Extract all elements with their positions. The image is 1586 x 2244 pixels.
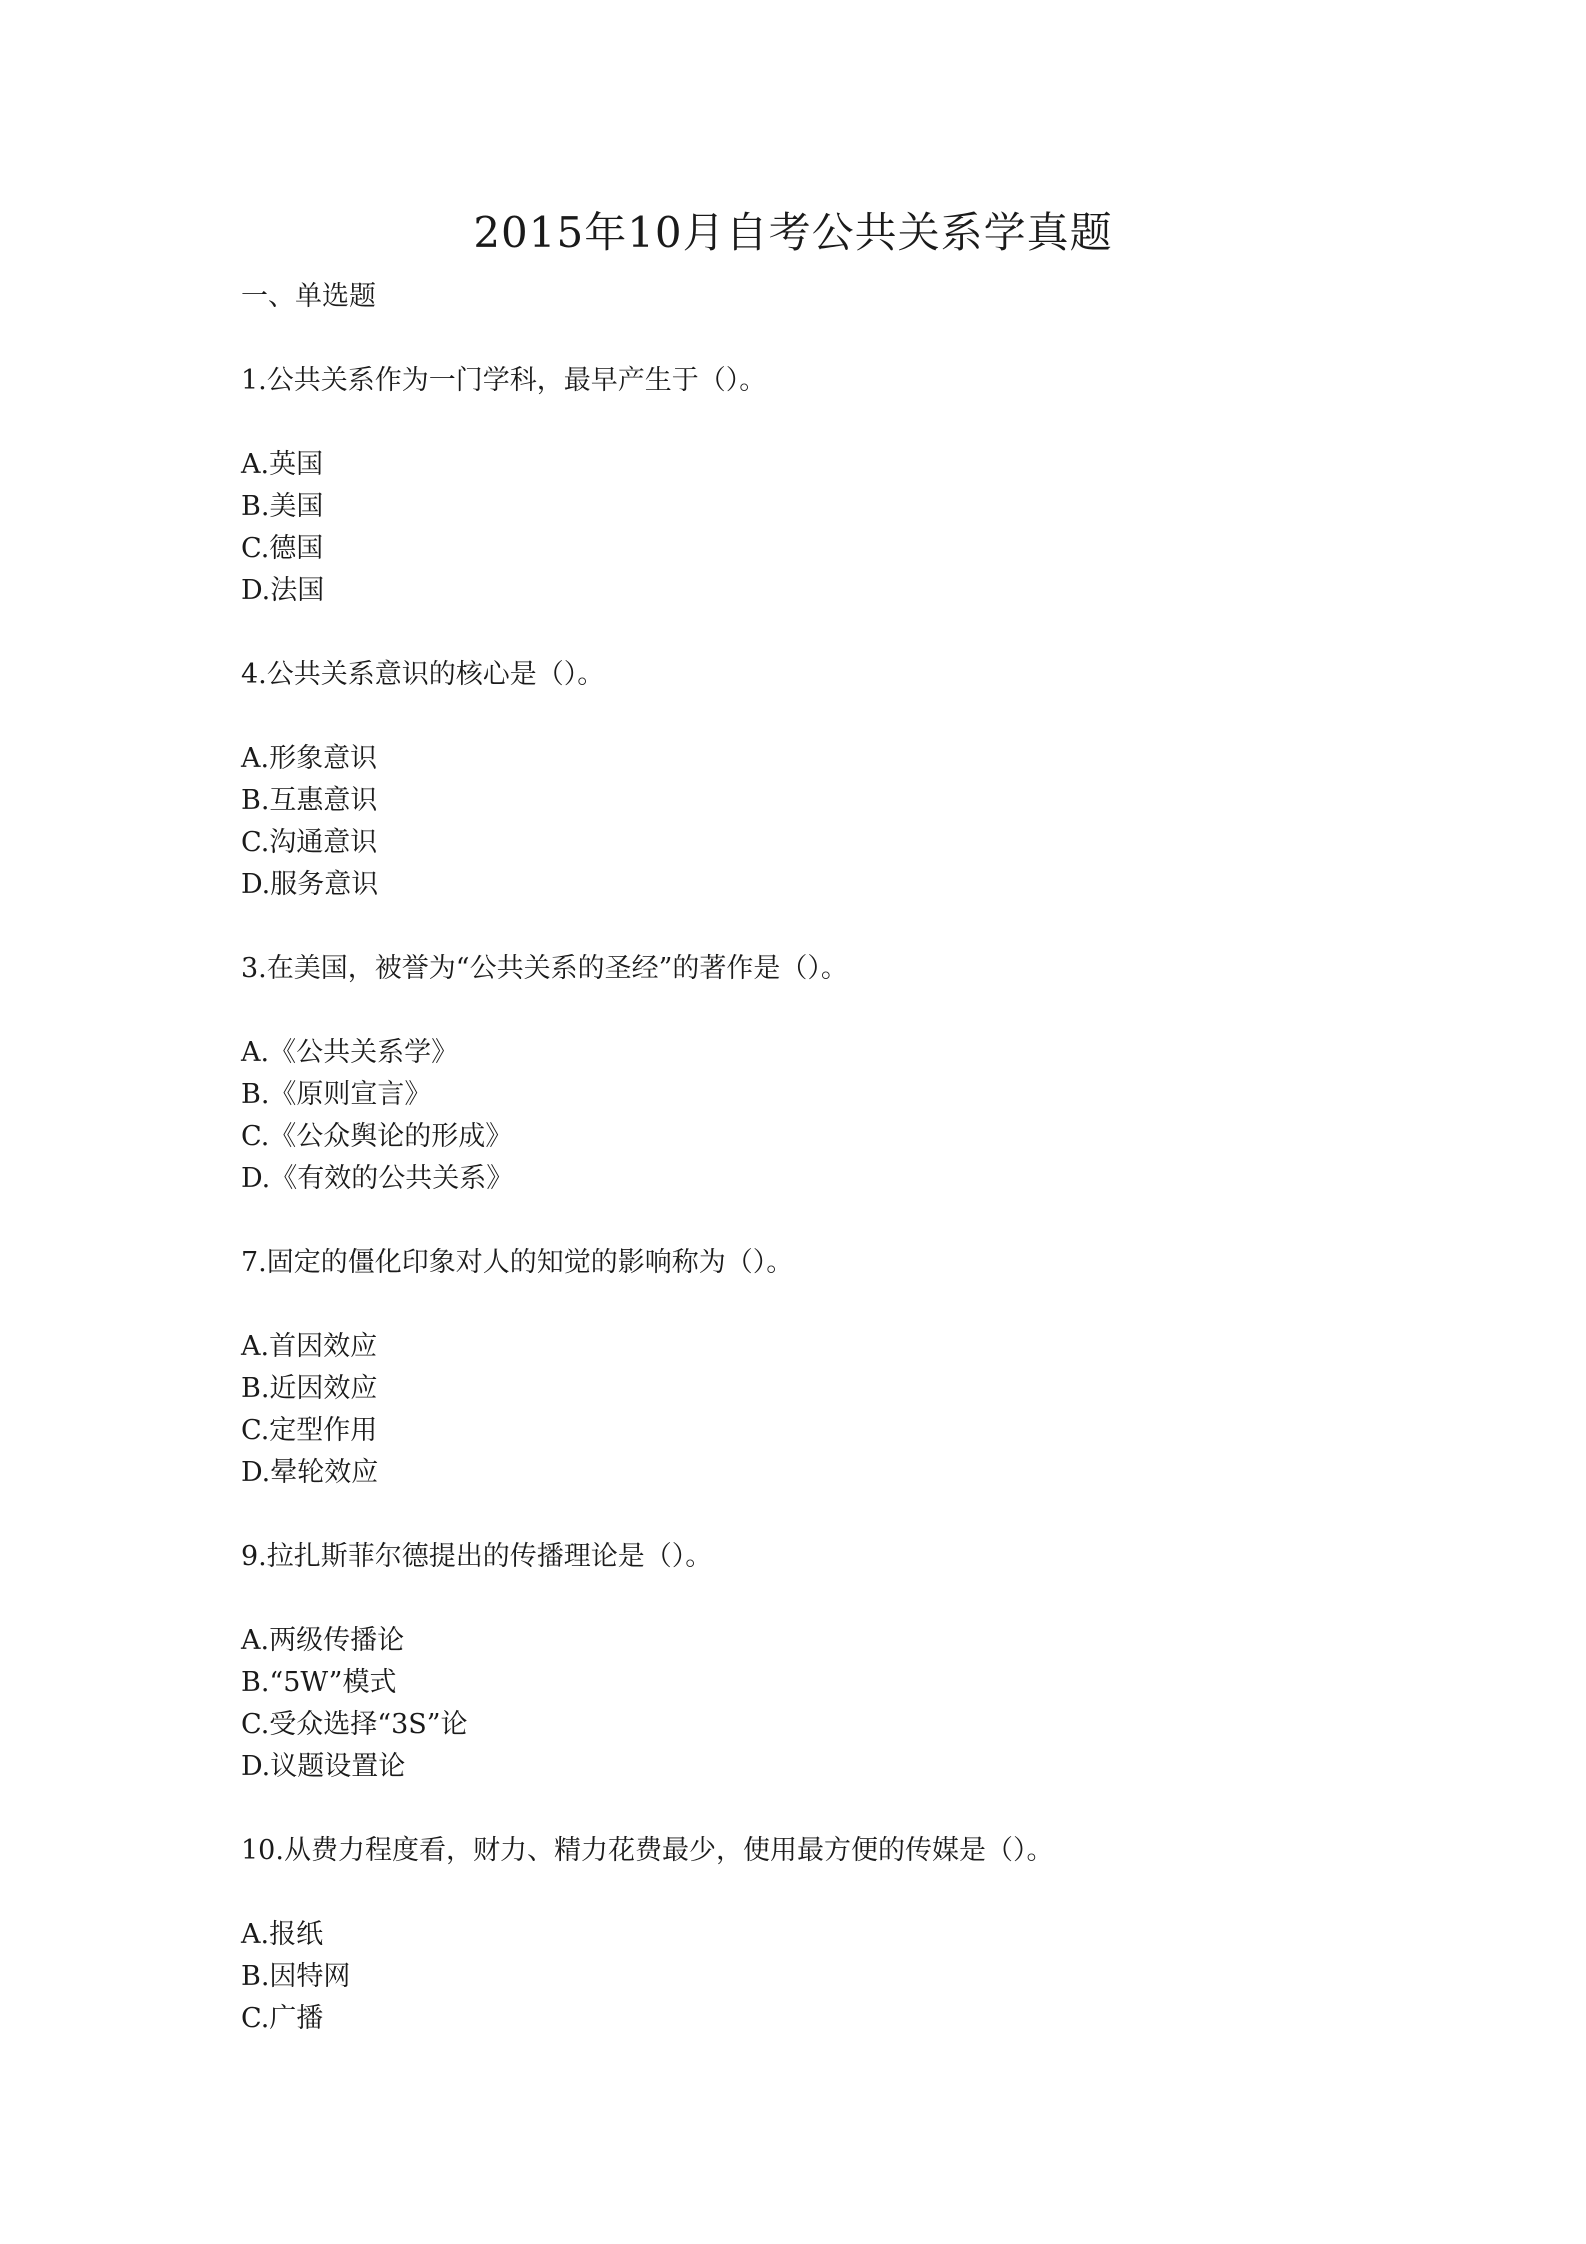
question-7 <box>241 1242 1341 1494</box>
option-d: D.议题设置论 <box>241 1751 406 1782</box>
option-a: A.首因效应 <box>241 1331 378 1362</box>
question-stem: 1.公共关系作为一门学科，最早产生于（）。 <box>241 365 767 396</box>
option-d: D.《有效的公共关系》 <box>241 1163 514 1194</box>
option-d: D.晕轮效应 <box>241 1457 379 1488</box>
section-heading: 一、单选题 <box>241 281 376 312</box>
option-a: A.形象意识 <box>241 743 378 774</box>
option-b: B.美国 <box>241 491 324 522</box>
option-c: C.德国 <box>241 533 324 564</box>
question-stem: 10.从费力程度看，财力、精力花费最少，使用最方便的传媒是（）。 <box>241 1835 1054 1866</box>
option-a: A.《公共关系学》 <box>241 1037 459 1068</box>
option-list <box>241 1032 1341 1200</box>
option-c: C.广播 <box>241 2003 324 2034</box>
question-stem: 7.固定的僵化印象对人的知觉的影响称为（）。 <box>241 1247 794 1278</box>
option-b: B.“5W”模式 <box>241 1667 397 1698</box>
option-list <box>241 1914 1341 2040</box>
question-stem: 9.拉扎斯菲尔德提出的传播理论是（）。 <box>241 1541 713 1572</box>
question-3 <box>241 948 1341 1200</box>
question-4 <box>241 654 1341 906</box>
option-c: C.定型作用 <box>241 1415 378 1446</box>
question-stem: 4.公共关系意识的核心是（）。 <box>241 659 605 690</box>
option-d: D.服务意识 <box>241 869 379 900</box>
question-9 <box>241 1536 1341 1788</box>
option-list <box>241 1620 1341 1788</box>
option-b: B.《原则宣言》 <box>241 1079 432 1110</box>
document-content <box>241 276 1341 2082</box>
question-stem: 3.在美国，被誉为“公共关系的圣经”的著作是（）。 <box>241 953 848 984</box>
option-c: C.沟通意识 <box>241 827 378 858</box>
option-b: B.互惠意识 <box>241 785 378 816</box>
question-1 <box>241 360 1341 612</box>
option-list <box>241 738 1341 906</box>
option-list <box>241 1326 1341 1494</box>
option-a: A.英国 <box>241 449 324 480</box>
option-a: A.报纸 <box>241 1919 324 1950</box>
option-b: B.近因效应 <box>241 1373 378 1404</box>
option-c: C.受众选择“3S”论 <box>241 1709 468 1740</box>
option-d: D.法国 <box>241 575 325 606</box>
option-a: A.两级传播论 <box>241 1625 405 1656</box>
document-title: 2015年10月自考公共关系学真题 <box>473 208 1113 257</box>
option-b: B.因特网 <box>241 1961 351 1992</box>
option-c: C.《公众舆论的形成》 <box>241 1121 513 1152</box>
question-10 <box>241 1830 1341 2040</box>
option-list <box>241 444 1341 612</box>
